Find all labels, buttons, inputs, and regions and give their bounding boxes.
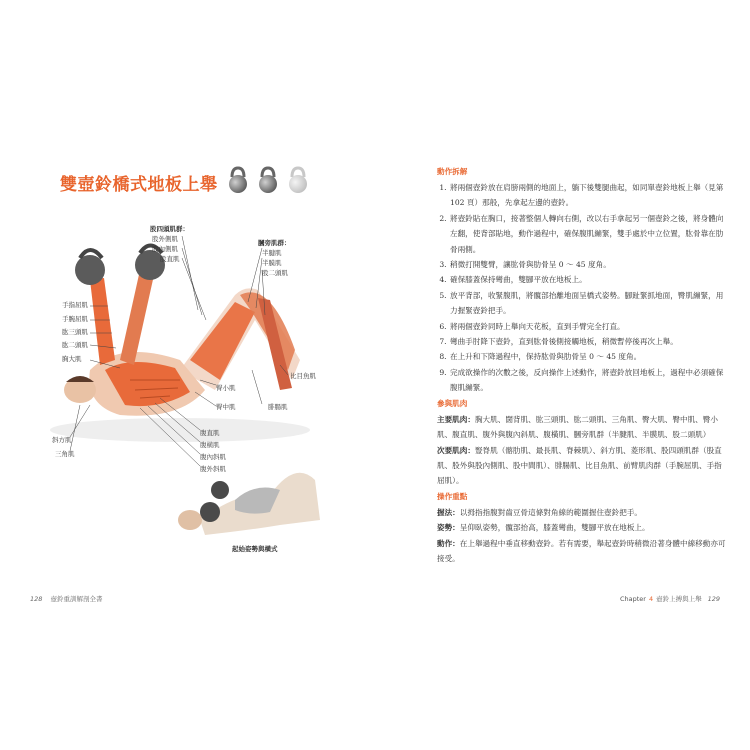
footer-left bbox=[30, 594, 103, 603]
kettlebell-icon bbox=[285, 165, 311, 195]
chapter-label: Chapter bbox=[619, 595, 646, 603]
label-triceps: 肱三頭肌 bbox=[62, 328, 88, 336]
label-gluteus-minimus: 臀小肌 bbox=[216, 384, 236, 392]
label-internal-oblique: 腹內斜肌 bbox=[200, 453, 226, 461]
label-soleus: 比目魚肌 bbox=[290, 372, 316, 380]
label-vastus-lateralis: 股外側肌 bbox=[152, 235, 178, 243]
label-transverse-abdominis: 腹橫肌 bbox=[200, 441, 220, 449]
grip-label: 握法： bbox=[437, 507, 460, 517]
anatomy-illustration bbox=[30, 220, 350, 560]
book-title: 壺鈴重訓解剖全書 bbox=[50, 595, 103, 603]
kettlebell-icon bbox=[225, 165, 251, 195]
list-item: 8. 在上升和下降過程中，保持肱骨與肋骨呈 0 ～ 45 度角。 bbox=[449, 349, 727, 364]
label-external-oblique: 腹外斜肌 bbox=[200, 465, 226, 473]
label-gluteus-medius: 臀中肌 bbox=[216, 403, 236, 411]
section-title-muscles: 參與肌肉 bbox=[437, 398, 468, 408]
label-flexor-digitorum: 手指屈肌 bbox=[62, 301, 88, 309]
section-title-tips: 操作重點 bbox=[437, 491, 468, 501]
list-item: 1. 將兩個壺鈴放在肩膀兩側的地面上，躺下後雙腿曲起，如同單壺鈴地板上舉（見第 102 頁）那般，先拿起左邊的壺鈴。 bbox=[449, 180, 727, 211]
primary-muscles bbox=[437, 412, 727, 443]
label-biceps: 肱二頭肌 bbox=[62, 341, 88, 349]
list-item: 2. 將壺鈴貼在胸口，接著整個人轉向右側，改以右手拿起另一個壺鈴之後，將身體向左翻，使背部貼地，動作過程中，確保腹肌繃緊，雙手處於中立位置，肱骨靠在肋骨兩側。 bbox=[449, 211, 727, 257]
label-biceps-femoris: 股二頭肌 bbox=[262, 269, 288, 277]
kettlebell-icon bbox=[255, 165, 281, 195]
stance-text: 呈仰臥姿勢，髖部抬高，膝蓋彎曲，雙腳平放在地板上。 bbox=[459, 523, 650, 533]
page-number: 129 bbox=[707, 595, 720, 603]
primary-label: 主要肌肉： bbox=[437, 414, 475, 424]
list-item: 4. 確保膝蓋保持彎曲，雙腳平放在地板上。 bbox=[449, 272, 727, 287]
label-gastrocnemius: 腓腸肌 bbox=[268, 403, 288, 411]
action-text: 在上舉過程中垂直移動壺鈴。若有需要，舉起壺鈴時稍微沿著身體中線移動亦可接受。 bbox=[437, 538, 726, 563]
label-rectus-femoris: 股直肌 bbox=[160, 255, 180, 263]
tip-stance bbox=[437, 520, 727, 535]
list-item: 5. 放平背部，收緊腹肌，將髖部抬離地面呈橋式姿勢。腳趾緊抓地面，臀肌繃緊，用力握緊壺鈴把手。 bbox=[449, 288, 727, 319]
label-pectoralis: 胸大肌 bbox=[62, 355, 82, 363]
section-title-steps: 動作拆解 bbox=[437, 167, 468, 176]
right-page bbox=[375, 0, 750, 750]
secondary-text: 豎脊肌（髂肋肌、最長肌、脊棘肌）、斜方肌、菱形肌、股四頭肌群（股直肌、股外與股內側肌、股中間肌）、腓腸肌、比目魚肌、前臂肌肉群（手腕屈肌、手指屈肌）。 bbox=[437, 445, 722, 486]
list-item: 6. 將兩個壺鈴同時上舉向天花板，直到手臂完全打直。 bbox=[449, 319, 727, 334]
chapter-title: 壺鈴上搏與上舉 bbox=[656, 595, 702, 603]
label-hamstring-group: 膕旁肌群： bbox=[258, 239, 291, 247]
stance-label: 姿勢： bbox=[437, 523, 460, 533]
label-semitendinosus: 半腱肌 bbox=[262, 249, 282, 257]
label-start-position: 起始姿勢與橫式 bbox=[232, 545, 278, 553]
action-label: 動作： bbox=[437, 538, 460, 548]
label-extensor: 手腕屈肌 bbox=[62, 315, 88, 323]
instructions bbox=[437, 164, 727, 566]
label-trapezius: 斜方肌 bbox=[52, 436, 72, 444]
page-number: 128 bbox=[30, 595, 43, 603]
list-item: 9. 完成欲操作的次數之後，反向操作上述動作，將壺鈴放回地板上，過程中必須確保腹肌繃緊。 bbox=[449, 365, 727, 396]
label-vastus-medialis: 股內側肌 bbox=[152, 245, 178, 253]
chapter-number: 4 bbox=[648, 595, 654, 603]
grip-text: 以拇指指腹對齒豆骨這條對角線的範圍握住壺鈴把手。 bbox=[459, 507, 643, 517]
label-quad-group: 股四頭肌群： bbox=[150, 225, 189, 233]
secondary-label: 次要肌肉： bbox=[437, 445, 475, 455]
label-deltoid: 三角肌 bbox=[55, 450, 75, 458]
steps-list bbox=[437, 180, 727, 396]
tip-grip bbox=[437, 505, 727, 520]
footer-right bbox=[620, 594, 720, 603]
list-item: 7. 彎曲手肘降下壺鈴，直到肱骨後側接觸地板，稍微暫停後再次上舉。 bbox=[449, 334, 727, 349]
exercise-title: 雙壺鈴橋式地板上舉 bbox=[60, 175, 218, 195]
tip-action bbox=[437, 536, 727, 567]
label-semimembranosus: 半膜肌 bbox=[262, 259, 282, 267]
primary-text: 胸大肌、闊背肌、肱三頭肌、肱二頭肌、三角肌、臀大肌、臀中肌、臀小肌、腹直肌、腹外與腹內斜肌、腹橫肌、膕旁肌群（半腱肌、半膜肌、股二頭肌） bbox=[437, 414, 718, 440]
list-item: 3. 稍微打開雙臂，讓肱骨與肋骨呈 0 ～ 45 度角。 bbox=[449, 257, 727, 272]
secondary-muscles bbox=[437, 443, 727, 489]
label-rectus-abdominis: 腹直肌 bbox=[200, 429, 220, 437]
difficulty-kettlebells bbox=[225, 165, 311, 195]
